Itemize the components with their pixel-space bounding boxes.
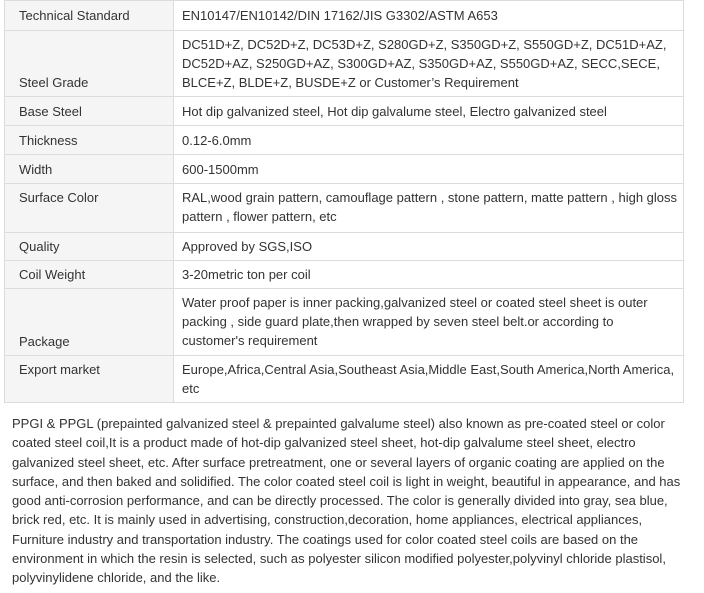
row-label: Package [5, 289, 174, 356]
row-value: Approved by SGS,ISO [174, 233, 684, 261]
table-row-coil-weight [5, 261, 684, 289]
row-value: RAL,wood grain pattern, camouflage pattern , stone pattern, matte pattern , high gloss pattern , flower pattern, etc [174, 184, 684, 233]
table-row-surface-color [5, 184, 684, 233]
row-value: 3-20metric ton per coil [174, 261, 684, 289]
specification-table [4, 0, 684, 403]
row-label: Steel Grade [5, 31, 174, 97]
row-label: Thickness [5, 126, 174, 155]
table-row-technical-standard [5, 1, 684, 31]
row-label: Coil Weight [5, 261, 174, 289]
product-description: PPGI & PPGL (prepainted galvanized steel & prepainted galvalume steel) also known as pre-coated steel or color coated steel coil,It is a product made of hot-dip galvanized steel sheet, hot-dip galvalume steel sheet, electro galvanized steel sheet, etc. After surface pretreatment, one or several layers of organic coating are applied on the surface, and then baked and solidified. The color coated steel coil is light in weight, beautiful in appearance, and has good anti-corrosion performance, and can be directly processed. The color is generally divided into gray, sea blue, brick red, etc. It is mainly used in advertising, construction,decoration, home appliances, electrical appliances, Furniture industry and transportation industry. The coatings used for color coated steel coils are based on the environment in which the resin is selected, such as polyester silicon modified polyester,polyvinyl chloride plastisol, polyvinylidene chloride, and the like. [12, 416, 681, 586]
row-label: Base Steel [5, 97, 174, 126]
row-label: Export market [5, 356, 174, 403]
table-row-base-steel [5, 97, 684, 126]
row-value: Water proof paper is inner packing,galvanized steel or coated steel sheet is outer packing , side guard plate,then wrapped by seven steel belt.or according to customer's requirement [174, 289, 684, 356]
table-row-thickness [5, 126, 684, 155]
table-row-quality [5, 233, 684, 261]
table-row-package [5, 289, 684, 356]
row-value: 0.12-6.0mm [174, 126, 684, 155]
row-label: Width [5, 155, 174, 184]
row-label: Technical Standard [5, 1, 174, 31]
row-value: DC51D+Z, DC52D+Z, DC53D+Z, S280GD+Z, S350GD+Z, S550GD+Z, DC51D+AZ, DC52D+AZ, S250GD+AZ, S300GD+AZ, S350GD+AZ, S550GD+AZ, SECC,SECE, BLCE+Z, BLDE+Z, BUSDE+Z or Customer’s Requirement [174, 31, 684, 97]
table-row-steel-grade [5, 31, 684, 97]
row-value: EN10147/EN10142/DIN 17162/JIS G3302/ASTM A653 [174, 1, 684, 31]
row-label: Surface Color [5, 184, 174, 233]
row-value: 600-1500mm [174, 155, 684, 184]
table-row-export-market [5, 356, 684, 403]
row-value: Europe,Africa,Central Asia,Southeast Asia,Middle East,South America,North America, etc [174, 356, 684, 403]
table-row-width [5, 155, 684, 184]
row-label: Quality [5, 233, 174, 261]
row-value: Hot dip galvanized steel, Hot dip galvalume steel, Electro galvanized steel [174, 97, 684, 126]
